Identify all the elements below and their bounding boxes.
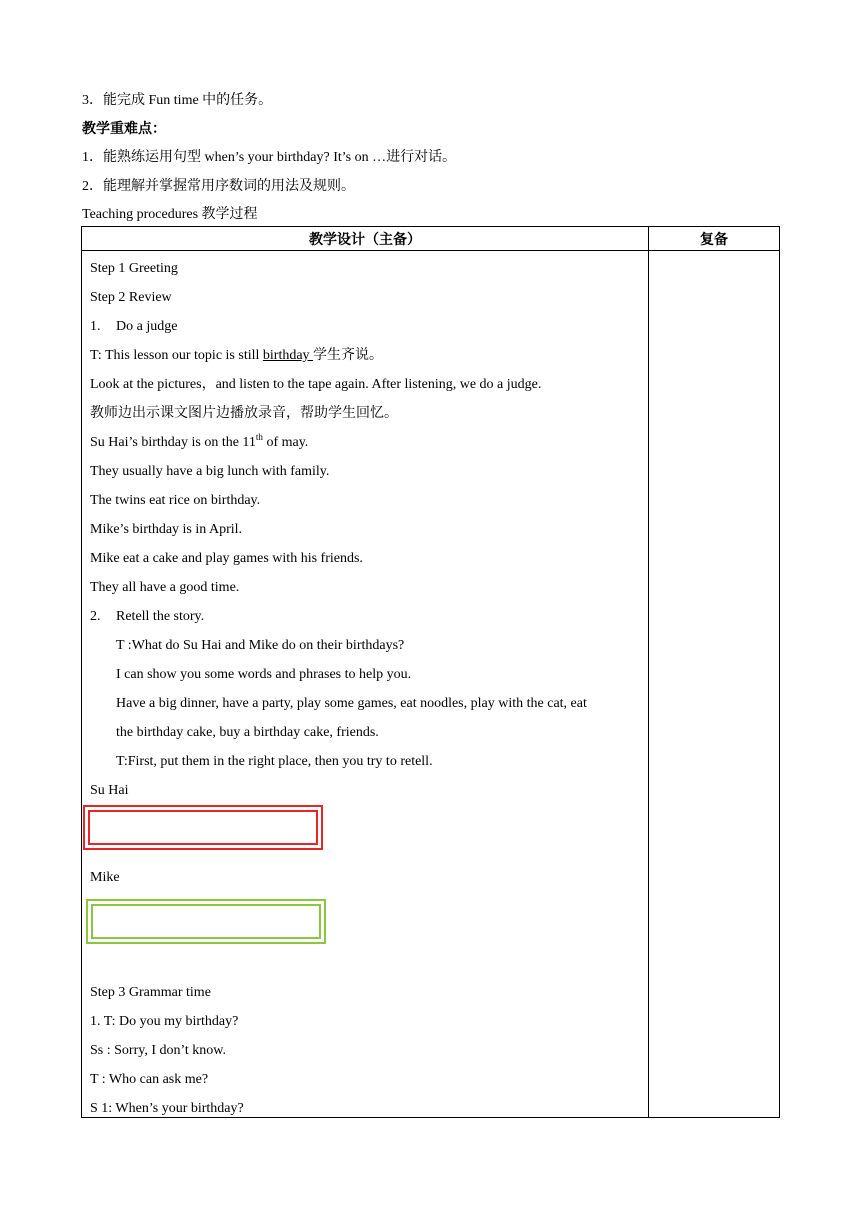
twins-line: The twins eat rice on birthday. <box>90 493 261 508</box>
objective-3: 3．能完成 Fun time 中的任务。 <box>82 93 273 108</box>
step-3: Step 3 Grammar time <box>90 985 211 1000</box>
step-1: Step 1 Greeting <box>90 261 178 276</box>
su-hai-box-inner-border <box>88 810 318 845</box>
item-text: Do a judge <box>116 319 178 334</box>
table-body-row <box>82 251 780 1118</box>
header-main: 教学设计（主备） <box>82 227 649 251</box>
mike-april-line: Mike’s birthday is in April. <box>90 522 243 537</box>
item-number: 2. <box>90 609 101 624</box>
su-hai-birthday <box>90 434 308 452</box>
mike-answer-box[interactable] <box>86 899 326 944</box>
phrases-line-1: Have a big dinner, have a party, play some games, eat noodles, play with the cat, eat <box>116 696 587 711</box>
topic-text: T: This lesson our topic is still <box>90 348 263 363</box>
key-points-heading: 教学重难点： <box>82 122 166 137</box>
retell-instruction: T:First, put them in the right place, then you try to retell. <box>116 754 433 769</box>
teaching-procedures-title: Teaching procedures 教学过程 <box>82 207 258 222</box>
table-header-row <box>82 227 780 251</box>
su-hai-text-end: of may. <box>262 435 309 450</box>
topic-underlined: birthday <box>262 348 314 363</box>
grammar-line-2: Ss : Sorry, I don’t know. <box>90 1043 226 1058</box>
side-cell <box>649 251 780 1118</box>
su-hai-label: Su Hai <box>90 783 129 798</box>
su-hai-text: Su Hai’s birthday is on the 11 <box>90 435 256 450</box>
topic-line <box>90 347 383 365</box>
header-side: 复备 <box>649 227 780 251</box>
procedures-table <box>81 226 780 1118</box>
lunch-line: They usually have a big lunch with family. <box>90 464 330 479</box>
topic-cn: 学生齐说。 <box>313 348 384 363</box>
look-line: Look at the pictures，and listen to the tape again. After listening, we do a judge. <box>90 377 542 392</box>
grammar-line-1: 1. T: Do you my birthday? <box>90 1014 239 1029</box>
key-point-2: 2．能理解并掌握常用序数词的用法及规则。 <box>82 179 355 194</box>
show-line: I can show you some words and phrases to help you. <box>116 667 412 682</box>
review-item-2 <box>90 608 204 626</box>
step-2: Step 2 Review <box>90 290 172 305</box>
main-cell <box>82 251 649 1118</box>
key-point-1: 1．能熟练运用句型 when’s your birthday? It’s on …进行对话。 <box>82 150 457 165</box>
grammar-line-3: T : Who can ask me? <box>90 1072 209 1087</box>
review-item-1 <box>90 318 177 336</box>
question-line: T :What do Su Hai and Mike do on their birthdays? <box>116 638 405 653</box>
mike-label: Mike <box>90 870 120 885</box>
item-number: 1. <box>90 319 101 334</box>
grammar-line-4: S 1: When’s your birthday? <box>90 1101 244 1116</box>
mike-box-inner-border <box>91 904 321 939</box>
mike-cake-line: Mike eat a cake and play games with his friends. <box>90 551 363 566</box>
good-time-line: They all have a good time. <box>90 580 240 595</box>
su-hai-answer-box[interactable] <box>83 805 323 850</box>
cn-instruction: 教师边出示课文图片边播放录音，帮助学生回忆。 <box>90 406 398 421</box>
phrases-line-2: the birthday cake, buy a birthday cake, friends. <box>116 725 379 740</box>
item-text: Retell the story. <box>116 609 205 624</box>
ordinal-suffix: th <box>255 432 263 442</box>
